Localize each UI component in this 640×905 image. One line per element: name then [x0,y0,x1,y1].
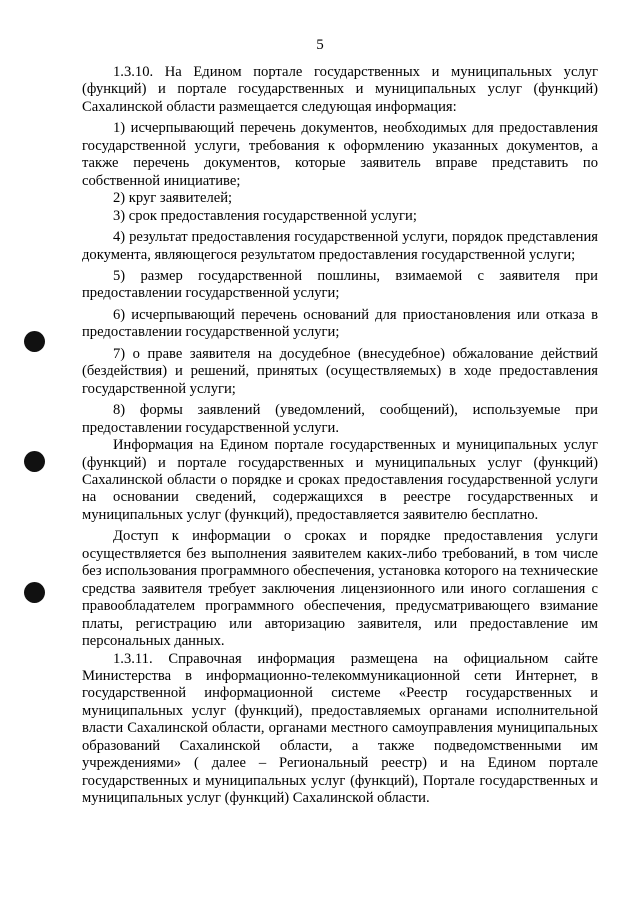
paragraph-1-3-11: 1.3.11. Справочная информация размещена на официальном сайте Министерства в информационно-телекоммуникационной сети Интернет, в государственной информационной системе «Реестр государственных и муниципальных услуг (функций), предоставляемых органами исполнительной власти Сахалинской области, органами местного самоуправления муниципальных образований Сахалинской области, а также подведомственными им учреждениями» ( далее – Региональный реестр) и на Едином портале государственных и муниципальных услуг (функций), Портале государственных и муниципальных услуг (функций) Сахалинской области. [82,650,598,807]
punch-hole-2 [24,451,45,472]
paragraph-access: Доступ к информации о сроках и порядке предоставления услуги осуществляется без выполнения заявителем каких-либо требований, в том числе без использования программного обеспечения, установка которого на технические средства заявителя требует заключения лицензионного или иного соглашения с правообладателем программного обеспечения, предусматривающего взимание платы, регистрацию или авторизацию заявителя, или предоставление им персональных данных. [82,528,598,650]
punch-hole-1 [24,331,45,352]
punch-hole-3 [24,582,45,603]
paragraph-1-3-10: 1.3.10. На Едином портале государственных и муниципальных услуг (функций) и портале государственных и муниципальных услуг (функций) Сахалинской области размещается следующая информация: [82,64,598,115]
paragraph-info-portal: Информация на Едином портале государственных и муниципальных услуг (функций) и портале государственных и муниципальных услуг (функций) Сахалинской области о порядке и сроках предоставления государственной услуги на основании сведений, содержащихся в реестре государственных и муниципальных услуг (функций), предоставляется заявителю бесплатно. [82,437,598,523]
list-item-3: 3) срок предоставления государственной услуги; [113,207,417,224]
document-body [82,64,598,808]
list-item-1: 1) исчерпывающий перечень документов, необходимых для предоставления государственной услуги, требования к оформлению указанных документов, а также перечень документов, которые заявитель вправе представить по собственной инициативе; [82,120,598,189]
list-item-4: 4) результат предоставления государственной услуги, порядок представления документа, являющегося результатом предоставления государственной услуги; [82,229,598,263]
list-item-8: 8) формы заявлений (уведомлений, сообщений), используемые при предоставлении государственной услуги. [82,402,598,436]
list-item-5: 5) размер государственной пошлины, взимаемой с заявителя при предоставлении государственной услуги; [82,267,598,302]
page-number: 5 [316,37,324,53]
list-item-7: 7) о праве заявителя на досудебное (внесудебное) обжалование действий (бездействия) и решений, принятых (осуществляемых) в ходе предоставления государственной услуги; [82,345,598,397]
list-item-6: 6) исчерпывающий перечень оснований для приостановления или отказа в предоставлении государственной услуги; [82,306,598,341]
list-item-2: 2) круг заявителей; [113,190,233,207]
